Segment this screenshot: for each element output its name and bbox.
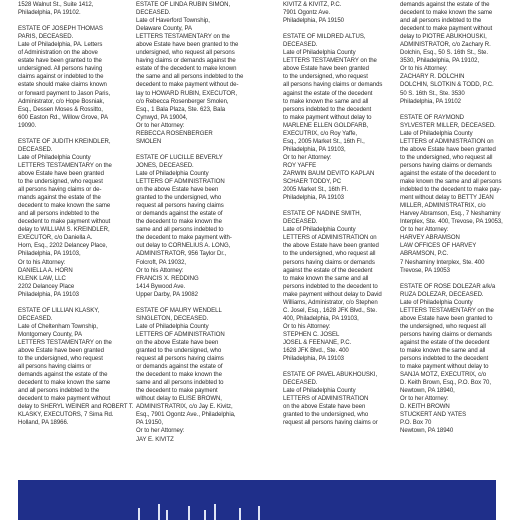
notice-line: above Estate have been granted to the xyxy=(136,42,239,49)
notice-line: D. Keith Brown, Esq., P.O. Box 70, xyxy=(400,380,491,387)
notice-line: against the estate of the decedent xyxy=(400,339,490,346)
notice-line: KLENK LAW, LLC xyxy=(18,275,66,282)
notice-line: ESTATE OF MILDRED ALTUS, xyxy=(283,34,366,41)
notice-line: decedent to make payment without xyxy=(18,219,111,226)
notice-line: against the estate of the decedent xyxy=(283,267,373,274)
notice-line: Late of Philadelphia County xyxy=(283,227,356,234)
notice-line: KLASKY, EXECUTORS, 7 Sima Rd. xyxy=(18,412,114,419)
notice-line: Newtown, PA 18940 xyxy=(400,428,454,435)
notice-line: the above Estate have been granted xyxy=(400,146,496,153)
notice-line: Administrator, c/o Hope Bosniak, xyxy=(18,98,105,105)
notice-line: decedent to make payment without de- xyxy=(136,82,239,89)
notice-line: all persons having claims or xyxy=(18,364,92,371)
notice-line: Late of Philadelphia County xyxy=(400,299,473,306)
notice-line: SMOLEN xyxy=(136,138,162,145)
notice-line: LETTERS TESTAMENTARY on the xyxy=(18,339,112,346)
notice-line: ESTATE OF RAYMOND xyxy=(400,114,464,121)
notice-line: estate have been granted to the xyxy=(18,58,102,65)
notice-line: ESTATE OF NADINE SMITH, xyxy=(283,211,362,218)
notice-line: request all persons having claims or xyxy=(283,420,378,427)
notice-line: JONES, DECEASED. xyxy=(136,162,194,169)
notice-line: all persons having claims or de- xyxy=(18,187,102,194)
notice-line: ZARWIN BAUM DEVITO KAPLAN xyxy=(283,170,375,177)
notice-line: request all persons having claims xyxy=(136,203,224,210)
notice-line: estate of the decedent to make known xyxy=(136,66,237,73)
notice-line: indebted to the decedent to make pay- xyxy=(400,187,502,194)
notice-line: ESTATE OF ROSE DOLEZAR a/k/a xyxy=(400,283,496,290)
notice-line: 19090. xyxy=(18,122,37,129)
notice-line: Folcroft, PA 19032, xyxy=(136,259,187,266)
notice-line: SYLVESTER MILLER, DECEASED. xyxy=(400,122,496,129)
notice-line: without delay to ELISE BROWN, xyxy=(136,396,222,403)
notice-line: decedent to make payment without xyxy=(18,396,111,403)
notice-line: Harvey Abramson, Esq., 7 Neshaminy xyxy=(400,211,501,218)
notice-paragraph xyxy=(400,283,511,436)
notice-line: LETTERS OF ADMINISTRATION xyxy=(136,331,225,338)
notice-line: ESTATE OF MAURY WENDELL xyxy=(136,307,222,314)
notice-line: on the above Estate have been xyxy=(136,339,219,346)
notice-line: same and all persons indebted to xyxy=(136,380,224,387)
notice-paragraph xyxy=(283,33,394,202)
notice-line: P.O. Box 70 xyxy=(400,420,432,427)
notice-line: Cynwyd, PA 19004, xyxy=(136,114,188,121)
notice-line: KIVITZ & KIVITZ, P.C. xyxy=(283,2,342,8)
notice-line: ADMINISTRATOR, 956 Taylor Dr., xyxy=(136,251,227,258)
notice-line: Esq., 1 Bala Plaza, Ste. 623, Bala xyxy=(136,106,226,113)
notice-line: DECEASED. xyxy=(283,42,318,49)
notice-line: granted to the undersigned, who xyxy=(136,195,222,202)
notice-line: ESTATE OF LUCILLE BEVERLY xyxy=(136,154,223,161)
notice-line: above Estate have been granted xyxy=(18,170,104,177)
notice-line: claims against or indebted to the xyxy=(18,74,104,81)
notice-line: RUZA DOLEZAR, DECEASED. xyxy=(400,291,484,298)
notice-paragraph xyxy=(18,307,134,428)
notice-line: REBECCA ROSENBERGER xyxy=(136,130,213,137)
notice-line: Philadelphia, PA 19103 xyxy=(283,356,344,363)
notice-line: or demands against the estate of xyxy=(136,211,223,218)
notice-line: HARVEY ABRAMSON xyxy=(400,235,460,242)
notice-line: having claims or demands against the xyxy=(136,58,236,65)
notice-line: Or to her Attorney: xyxy=(400,396,449,403)
notice-line: above Estate have been granted xyxy=(283,66,369,73)
notice-line: above Estate have been granted to xyxy=(400,315,493,322)
notice-line: Delaware County, PA xyxy=(136,26,192,33)
notice-line: ment without delay to BETTY JEAN xyxy=(400,195,494,202)
notice-line: Esq., 7901 Ogontz Ave., Philadelphia, xyxy=(136,412,236,419)
notice-line: LETTERS TESTAMENTARY on the xyxy=(136,34,230,41)
notice-line: decedent to make known the same xyxy=(400,10,493,17)
notice-line: JOSEL & FEENANE, P.C. xyxy=(283,339,352,346)
notice-line: and all persons indebted to the xyxy=(18,211,100,218)
notice-line: PA 19150, xyxy=(136,420,164,427)
notice-line: D. KEITH BROWN xyxy=(400,404,450,411)
notice-line: decedent to make payment without xyxy=(400,26,493,33)
notice-paragraph xyxy=(400,1,511,106)
notice-line: Interplex, Ste. 400, Trevose, PA 19053, xyxy=(400,219,503,226)
notice-paragraph xyxy=(136,1,247,146)
notice-line: 7901 Ogontz Ave. xyxy=(283,10,331,17)
notice-line: STUCKERT AND YATES xyxy=(400,412,467,419)
notice-line: persons indebted to the decedent xyxy=(400,356,489,363)
notice-line: DECEASED. xyxy=(136,10,171,17)
notice-line: Williams, Administrator, c/o Stephen xyxy=(283,299,378,306)
notice-line: ROY YAFFE xyxy=(283,162,317,169)
notice-line: SINGLETON, DECEASED. xyxy=(136,315,209,322)
notice-line: ESTATE OF PAVEL ABUKHOUSKI, xyxy=(283,372,378,379)
notice-line: DOLCHIN, SLOTKIN & TODD, P.C. xyxy=(400,82,494,89)
notice-line: Dolchin, Esq., 50 S. 16th St., Ste. xyxy=(400,50,488,57)
notice-line: 1528 Walnut St., Suite 1412, xyxy=(18,2,94,8)
notice-line: demands against the estate of the xyxy=(400,2,490,8)
notice-line: ESTATE OF LILLIAN KLASKY, xyxy=(18,307,100,314)
banner-graphic-stroke xyxy=(214,504,216,520)
notice-line: Or to her Attorney: xyxy=(136,428,185,435)
notice-line: to the undersigned, who request xyxy=(18,179,103,186)
notice-line: make known the same and all persons xyxy=(400,179,502,186)
notice-line: Or to her Attorney: xyxy=(400,227,449,234)
banner-graphic-stroke xyxy=(258,506,260,520)
notice-line: make payment without delay to David xyxy=(283,291,382,298)
notice-line: Philadelphia, PA 19103 xyxy=(18,291,79,298)
notice-line: Or to his Attorney: xyxy=(136,267,184,274)
notice-line: Or to his Attorney: xyxy=(400,66,448,73)
notice-line: ESTATE OF JUDITH KREINDLER, xyxy=(18,138,111,145)
notice-line: Or to his Attorney: xyxy=(283,323,331,330)
notice-line: mands against the estate of the xyxy=(18,195,101,202)
notice-line: and all persons indebted to the xyxy=(18,388,100,395)
notice-line: above Estate have been granted xyxy=(18,348,104,355)
notice-line: Late of Philadelphia, PA. Letters xyxy=(18,42,103,49)
notice-line: STEPHEN C. JOSEL xyxy=(283,331,340,338)
notice-line: Philadelphia, PA 19102 xyxy=(400,98,461,105)
notice-line: Holland, PA 18966. xyxy=(18,420,69,427)
notice-line: MILLER, ADMINISTRATRIX, c/o xyxy=(400,203,486,210)
notice-line: LETTERS OF ADMINISTRATION xyxy=(136,179,225,186)
notice-paragraph xyxy=(136,307,247,444)
notice-line: granted to the undersigned, who xyxy=(136,348,222,355)
notice-line: ESTATE OF JOSEPH THOMAS xyxy=(18,26,103,33)
notice-line: EXECUTOR, c/o Daniella A. xyxy=(18,235,93,242)
notice-line: Newtown, PA 18940, xyxy=(400,388,455,395)
notice-line: ABRAMSON, P.C. xyxy=(400,251,449,258)
notice-column-1 xyxy=(18,1,134,436)
notice-line: to the undersigned, who request all xyxy=(400,154,493,161)
notice-line: 2202 Delancey Place xyxy=(18,283,75,290)
notice-line: to the undersigned, who request all xyxy=(283,251,376,258)
notice-line: on the above Estate have been xyxy=(283,404,366,411)
notice-line: against the estate of the decedent to xyxy=(400,170,496,177)
notice-paragraph xyxy=(400,114,511,275)
notice-line: Philadelphia, PA 19103 xyxy=(283,195,344,202)
notice-line: Late of Philadelphia County xyxy=(400,130,473,137)
notice-line: Late of Philadelphia County xyxy=(283,50,356,57)
notice-line: decedent to make known the same xyxy=(18,203,111,210)
notice-paragraph xyxy=(283,1,394,25)
notice-line: DANIELLA A. HORN xyxy=(18,267,73,274)
notice-line: c/o Rebecca Rosenberger Smolen, xyxy=(136,98,229,105)
notice-paragraph xyxy=(18,1,129,17)
notice-line: to make payment without delay to xyxy=(400,364,489,371)
notice-line: Horn, Esq., 2202 Delancey Place, xyxy=(18,243,108,250)
notice-line: DECEASED. xyxy=(283,380,318,387)
notice-paragraph xyxy=(18,25,129,130)
notice-line: Late of Philadelphia County xyxy=(136,170,209,177)
notice-line: DECEASED. xyxy=(283,219,318,226)
banner-graphic-stroke xyxy=(188,506,190,520)
notice-line: Or to his Attorney: xyxy=(18,259,66,266)
notice-column-3 xyxy=(283,1,394,436)
notice-line: undersigned. All persons having xyxy=(18,66,103,73)
notice-line: Upper Darby, PA 19082 xyxy=(136,291,198,298)
notice-column-2 xyxy=(136,1,247,452)
notice-line: to the undersigned, who request xyxy=(18,356,103,363)
notice-line: decedent to make known the same xyxy=(18,380,111,387)
notice-line: to make payment without delay to xyxy=(283,114,372,121)
notice-line: to make known the same and all xyxy=(283,275,369,282)
notice-line: Late of Philadelphia County xyxy=(18,154,91,161)
notice-line: out delay to CORNELIUS A. LONG, xyxy=(136,243,231,250)
notice-line: or demands against the estate of xyxy=(136,364,223,371)
notice-line: delay to WILLIAM S. KREINDLER, xyxy=(18,227,110,234)
banner-graphic-stroke xyxy=(138,508,140,520)
notice-line: 600 Easton Rd., Willow Grove, PA xyxy=(18,114,109,121)
notice-line: against the estate of the decedent xyxy=(283,90,373,97)
notice-line: JAY E. KIVITZ xyxy=(136,436,174,443)
notice-line: LETTERS of ADMINISTRATION on xyxy=(283,235,377,242)
notice-line: to make known the same and all xyxy=(283,98,369,105)
notice-line: the above Estate have been granted xyxy=(283,243,379,250)
notice-line: of Administration on the above xyxy=(18,50,98,57)
notice-line: to make known the same and all xyxy=(400,348,486,355)
notice-line: LETTERS of ADMINISTRATION xyxy=(283,396,369,403)
notice-line: the decedent to make payment with- xyxy=(136,235,232,242)
notice-line: 7 Neshaminy Interplex, Ste. 400 xyxy=(400,259,485,266)
notice-line: persons having claims or demands xyxy=(400,162,492,169)
notice-line: the decedent to make payment xyxy=(136,388,218,395)
notice-line: DECEASED. xyxy=(18,315,53,322)
notice-line: Esq., Dessen Moses & Rossitto, xyxy=(18,106,103,113)
notice-line: 50 S. 16th St., Ste. 3530 xyxy=(400,90,465,97)
notice-line: Philadelphia, PA 19103, xyxy=(18,251,81,258)
notice-line: Late of Philadelphia County xyxy=(136,323,209,330)
notice-line: Or to her Attorney: xyxy=(136,122,185,129)
notice-line: Philadelphia, PA 19150 xyxy=(283,18,344,25)
notice-line: LETTERS TESTAMENTARY on the xyxy=(400,307,494,314)
notice-line: 1628 JFK Blvd., Ste. 400 xyxy=(283,348,349,355)
notice-line: granted to the undersigned, who xyxy=(283,412,369,419)
notice-line: ZACHARY R. DOLCHIN xyxy=(400,74,465,81)
notice-line: SANJA MOTZ, EXECUTRIX, c/o xyxy=(400,372,487,379)
advertisement-banner xyxy=(18,480,496,520)
notice-line: request all persons having claims xyxy=(136,356,224,363)
notice-line: or forward payment to Jason Paris, xyxy=(18,90,111,97)
notice-line: persons having claims or demands xyxy=(400,331,492,338)
notice-line: the decedent to make known the xyxy=(136,219,222,226)
notice-line: ADMINISTRATOR, c/o Zachary R. xyxy=(400,42,491,49)
notice-line: LETTERS of ADMINISTRATION on xyxy=(400,138,494,145)
notice-line: ADMINISTRATRIX, c/o Jay E. Kivitz, xyxy=(136,404,233,411)
notice-line: lay to HOWARD RUBIN, EXECUTOR, xyxy=(136,90,237,97)
notice-line: 400, Philadelphia, PA 19103, xyxy=(283,315,359,322)
notice-line: PARIS, DECEASED. xyxy=(18,34,74,41)
notice-line: 3530, Philadelphia, PA 19102, xyxy=(400,58,480,65)
notice-line: to the undersigned, who request xyxy=(283,74,368,81)
notice-line: EXECUTRIX, c/o Roy Yaffe, xyxy=(283,130,358,137)
banner-graphic-stroke xyxy=(239,508,241,520)
notice-line: all persons having claims or demands xyxy=(283,82,383,89)
notice-line: Philadelphia, PA 19102. xyxy=(18,10,81,17)
banner-graphic-stroke xyxy=(158,504,160,520)
notice-line: Philadelphia, PA 19103, xyxy=(283,146,346,153)
notice-line: estate should make claims known xyxy=(18,82,107,89)
notice-line: same and all persons indebted to xyxy=(136,227,224,234)
notice-line: the same and all persons indebted to the xyxy=(136,74,244,81)
notice-line: ESTATE OF LINDA RUBIN SIMON, xyxy=(136,2,231,8)
notice-line: Late of Philadelphia County xyxy=(283,388,356,395)
notice-line: Late of Cheltenham Township, xyxy=(18,323,98,330)
notice-line: C. Josel, Esq., 1628 JFK Blvd., Ste. xyxy=(283,307,377,314)
notice-line: undersigned, who request all persons xyxy=(136,50,235,57)
notice-line: SCHAER TODDY, PC xyxy=(283,179,342,186)
notice-paragraph xyxy=(136,154,247,299)
notice-line: DECEASED. xyxy=(18,146,53,153)
notice-line: FRANCIS X. REDDING xyxy=(136,275,199,282)
notice-line: Esq., 2005 Market St., 16th Fl., xyxy=(283,138,365,145)
notice-line: on the above Estate have been xyxy=(136,187,219,194)
notice-line: LAW OFFICES OF HARVEY xyxy=(400,243,477,250)
notice-column-4 xyxy=(400,1,511,444)
notice-line: persons indebted to the decedent xyxy=(283,106,372,113)
notice-line: the undersigned, who request all xyxy=(400,323,486,330)
notice-line: persons having claims or demands xyxy=(283,259,375,266)
notice-line: LETTERS TESTAMENTARY on the xyxy=(283,58,377,65)
notice-line: Montgomery County, PA xyxy=(18,331,82,338)
notice-line: LETTERS TESTAMENTARY on the xyxy=(18,162,112,169)
notice-line: and all persons indebted to the xyxy=(400,18,482,25)
notice-line: delay to PIOTRE ABUKHOUSKI, xyxy=(400,34,487,41)
notice-line: demands against the estate of the xyxy=(18,372,108,379)
notice-line: delay to SHERYL WEINER and ROBERT T. xyxy=(18,404,134,411)
notice-line: MARLENE ELLEN GOLDFARB, xyxy=(283,122,369,129)
notice-paragraph xyxy=(283,210,394,363)
notice-line: Or to her Attorney: xyxy=(283,154,332,161)
notice-paragraph xyxy=(18,138,129,299)
notice-paragraph xyxy=(283,371,394,427)
notice-line: persons indebted to the decedent to xyxy=(283,283,378,290)
notice-line: 1414 Bywood Ave. xyxy=(136,283,186,290)
notice-line: the decedent to make known the xyxy=(136,372,222,379)
notice-line: 2005 Market St., 16th Fl. xyxy=(283,187,348,194)
notice-line: Late of Haverford Township, xyxy=(136,18,210,25)
notice-line: Trevose, PA 19053 xyxy=(400,267,450,274)
